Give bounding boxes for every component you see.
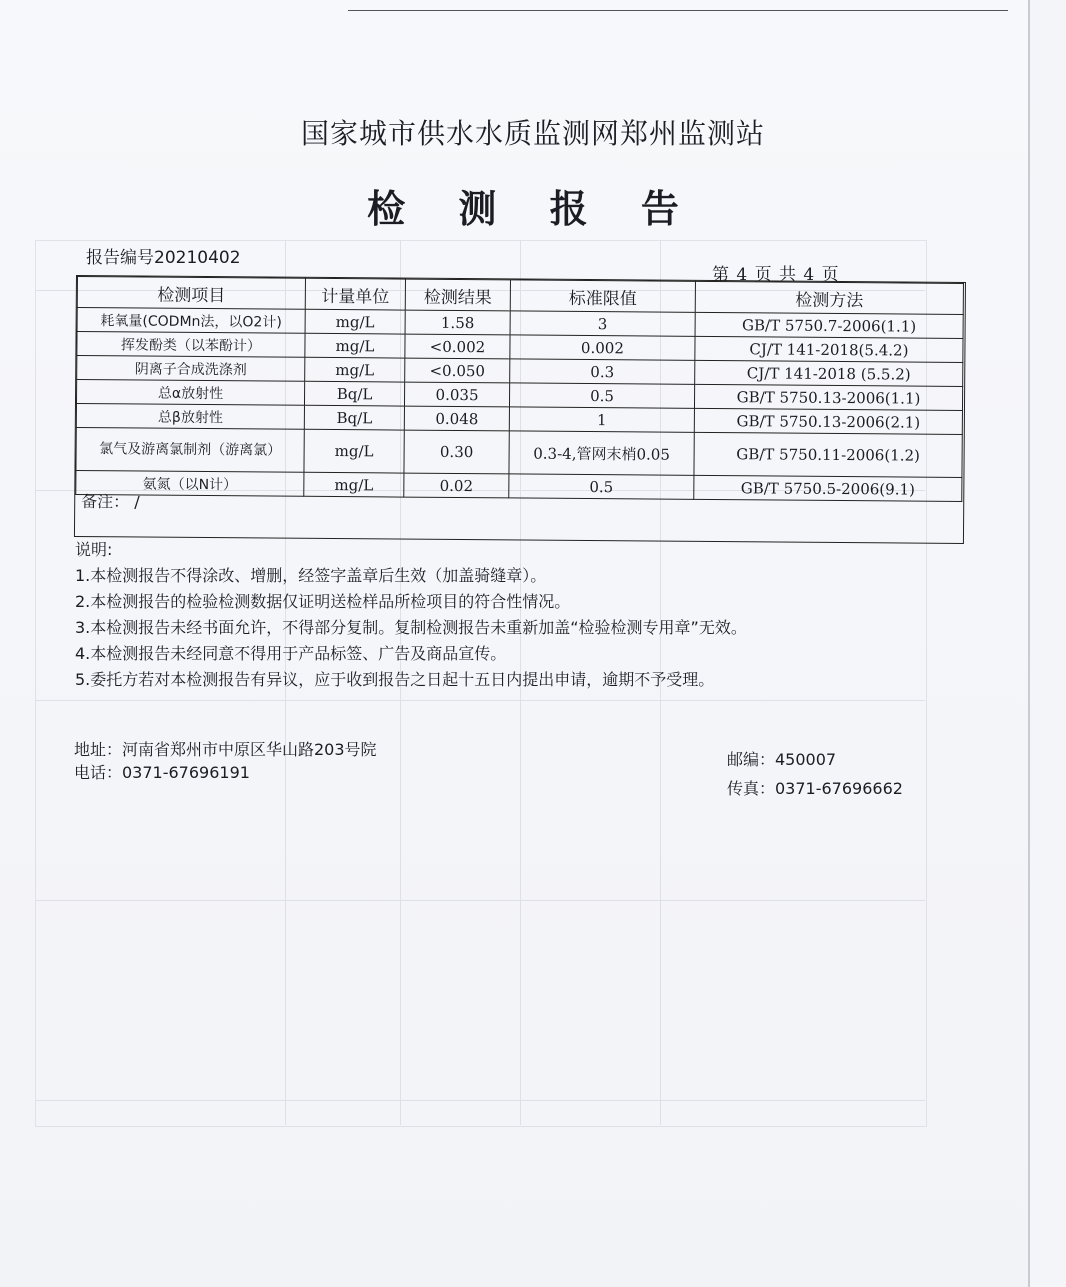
result-cell: 0.02 xyxy=(404,473,509,498)
note-item: 2.本检测报告的检验检测数据仅证明送检样品所检项目的符合性情况。 xyxy=(75,592,571,611)
organization-name: 国家城市供水水质监测网郑州监测站 xyxy=(300,117,765,150)
result-cell: 1.58 xyxy=(405,310,510,335)
unit-cell: mg/L xyxy=(304,429,404,473)
unit-cell: mg/L xyxy=(305,309,405,334)
method-cell: GB/T 5750.5-2006(9.1) xyxy=(694,475,962,501)
results-table xyxy=(75,276,964,502)
zip-code: 邮编：450007 xyxy=(727,750,837,769)
unit-cell: mg/L xyxy=(305,333,405,358)
limit-cell: 0.3-4,管网末梢0.05 xyxy=(509,431,694,475)
result-cell: 0.048 xyxy=(404,406,509,431)
unit-cell: Bq/L xyxy=(304,381,404,406)
method-cell: GB/T 5750.11-2006(1.2) xyxy=(694,432,962,477)
bleed-through-line xyxy=(35,700,925,701)
method-cell: GB/T 5750.7-2006(1.1) xyxy=(695,312,963,338)
limit-cell: 0.5 xyxy=(509,383,694,408)
unit-cell: mg/L xyxy=(305,357,405,382)
note-item: 1.本检测报告不得涂改、增删，经签字盖章后生效（加盖骑缝章）。 xyxy=(75,566,547,585)
item-cell: 阴离子合成洗涤剂 xyxy=(77,356,305,382)
address: 地址：河南省郑州市中原区华山路203号院 xyxy=(74,740,377,759)
phone: 电话：0371-67696191 xyxy=(74,763,250,782)
item-cell: 氨氮（以N计） xyxy=(76,471,304,497)
unit-cell: Bq/L xyxy=(304,405,404,430)
method-cell: GB/T 5750.13-2006(2.1) xyxy=(694,408,962,434)
report-number: 报告编号20210402 xyxy=(86,248,241,268)
table-row xyxy=(76,428,962,478)
item-cell: 挥发酚类（以苯酚计） xyxy=(77,332,305,358)
notes-heading: 说明: xyxy=(75,540,113,559)
method-cell: GB/T 5750.13-2006(1.1) xyxy=(694,384,962,410)
limit-cell: 3 xyxy=(510,311,695,336)
item-cell: 耗氧量(CODMn法，以O2计) xyxy=(77,308,305,334)
item-cell: 总α放射性 xyxy=(76,380,304,406)
notes-section xyxy=(75,537,955,693)
top-rule xyxy=(348,10,1008,11)
result-cell: <0.050 xyxy=(405,358,510,383)
limit-cell: 0.5 xyxy=(509,474,694,499)
note-item: 3.本检测报告未经书面允许，不得部分复制。复制检测报告未重新加盖“检验检测专用章”无效。 xyxy=(75,618,747,637)
bleed-through-line xyxy=(35,1100,925,1101)
item-cell: 氯气及游离氯制剂（游离氯） xyxy=(76,428,304,473)
page-info: 第 4 页 共 4 页 xyxy=(712,265,840,285)
method-cell: CJ/T 141-2018(5.4.2) xyxy=(695,336,963,362)
limit-cell: 1 xyxy=(509,407,694,432)
column-header: 计量单位 xyxy=(305,278,405,310)
column-header: 检测方法 xyxy=(695,281,963,314)
fax: 传真：0371-67696662 xyxy=(727,779,903,798)
report-title: 检 测 报 告 xyxy=(367,186,699,231)
result-cell: <0.002 xyxy=(405,334,510,359)
remark: 备注： / xyxy=(81,492,140,512)
method-cell: CJ/T 141-2018 (5.5.2) xyxy=(695,360,963,386)
note-item: 5.委托方若对本检测报告有异议，应于收到报告之日起十五日内提出申请，逾期不予受理。 xyxy=(75,670,715,689)
column-header: 检测结果 xyxy=(405,279,510,311)
limit-cell: 0.002 xyxy=(510,335,695,360)
column-header: 标准限值 xyxy=(510,280,695,312)
limit-cell: 0.3 xyxy=(510,359,695,384)
results-frame xyxy=(74,275,966,544)
item-cell: 总β放射性 xyxy=(76,404,304,430)
column-header: 检测项目 xyxy=(77,277,305,310)
result-cell: 0.035 xyxy=(404,382,509,407)
result-cell: 0.30 xyxy=(404,430,509,474)
unit-cell: mg/L xyxy=(304,472,404,497)
note-item: 4.本检测报告未经同意不得用于产品标签、广告及商品宣传。 xyxy=(75,644,507,663)
bleed-through-line xyxy=(35,900,925,901)
